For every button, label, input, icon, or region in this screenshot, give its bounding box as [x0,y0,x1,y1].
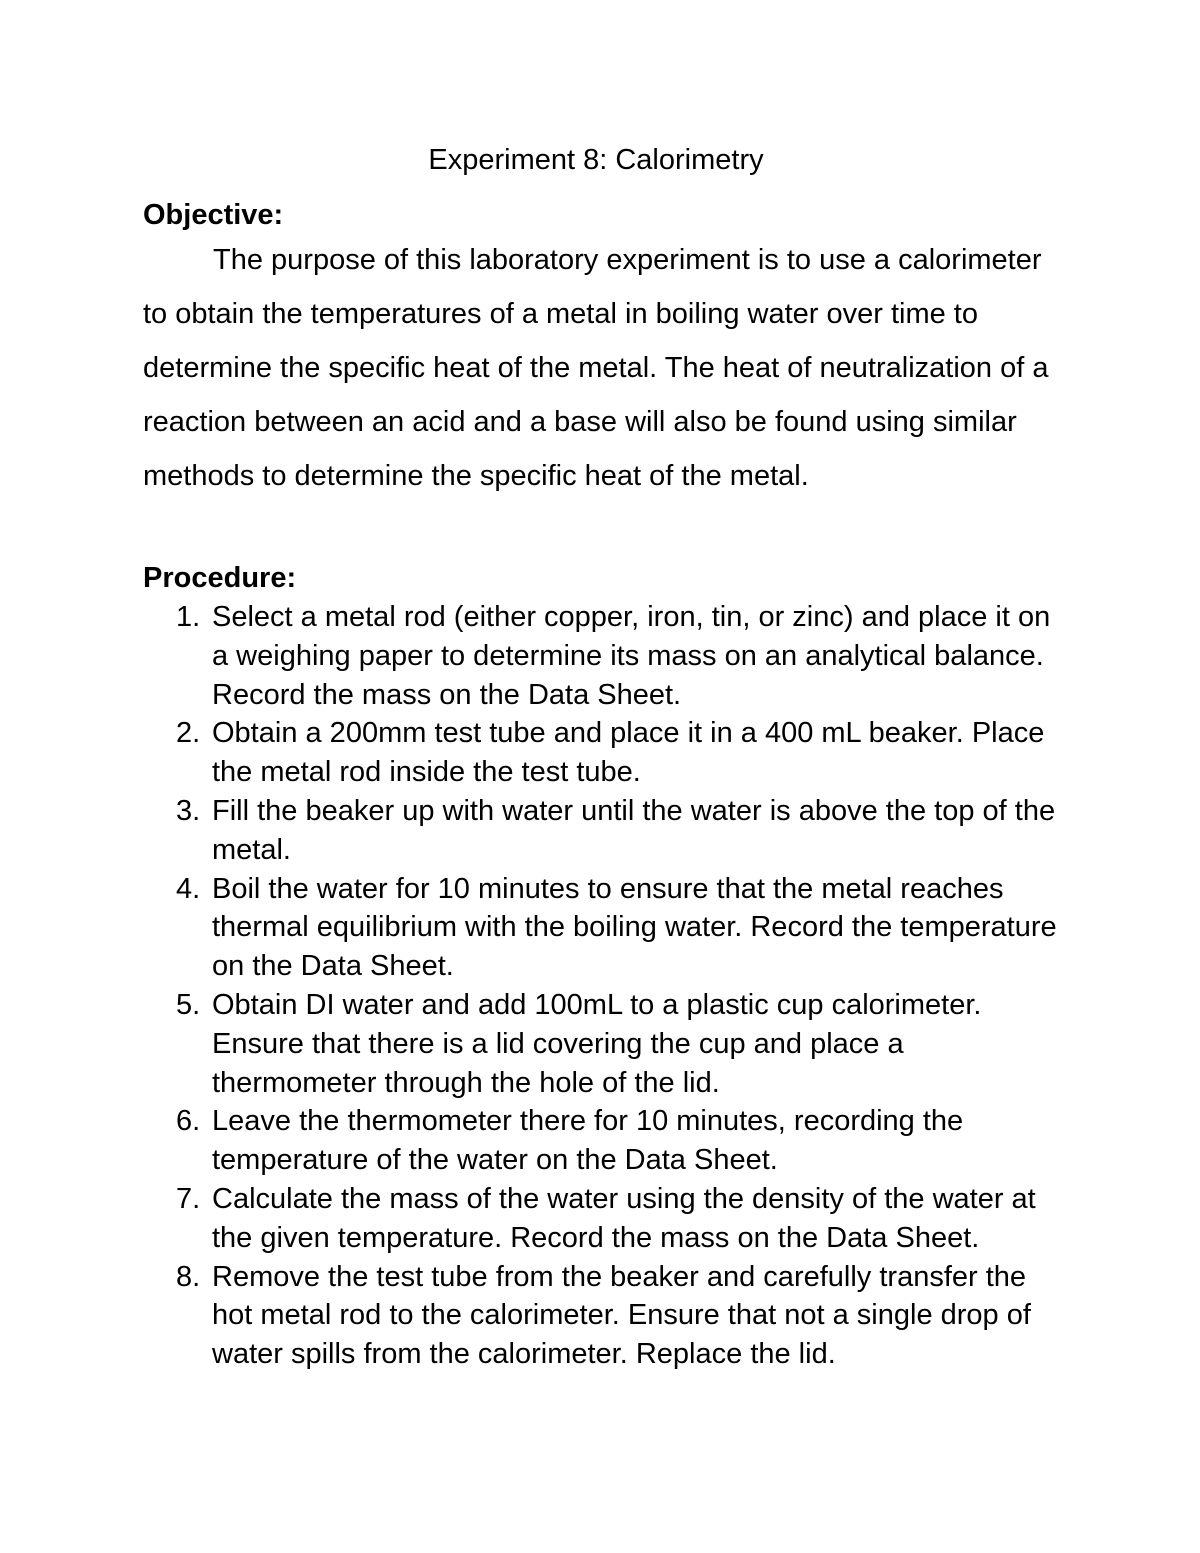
objective-heading: Objective: [143,199,284,231]
step-number: 2. [176,717,201,750]
procedure-step [0,792,1072,870]
step-text: Calculate the mass of the water using the density of the water at the given temperature. Record the mass on the Data Sheet. [212,1182,1036,1254]
step-number: 6. [176,1105,201,1138]
step-number: 3. [176,794,201,827]
procedure-step [0,714,1072,792]
step-text: Select a metal rod (either copper, iron, tin, or zinc) and place it on a weighing paper to determine its mass on an analytical balance. Record the mass on the Data Sheet. [212,601,1051,711]
procedure-step [0,986,1072,1102]
step-number: 1. [176,601,201,633]
procedure-step [0,1258,1072,1374]
step-text: Obtain DI water and add 100mL to a plastic cup calorimeter. Ensure that there is a lid covering the cup and place a thermometer through the hole of the lid. [212,988,982,1099]
step-number: 7. [176,1182,201,1215]
procedure-heading: Procedure: [143,562,297,594]
procedure-list [0,598,1100,1374]
step-text: Obtain a 200mm test tube and place it in a 400 mL beaker. Place the metal rod inside the test tube. [212,717,1045,789]
step-text: Fill the beaker up with water until the water is above the top of the metal. [212,794,1056,866]
procedure-step [0,1180,1072,1258]
step-number: 4. [176,872,201,905]
step-text: Boil the water for 10 minutes to ensure that the metal reaches thermal equilibrium with the boiling water. Record the temperature on the Data Sheet. [212,872,1057,983]
procedure-step [0,598,1072,714]
step-text: Remove the test tube from the beaker and carefully transfer the hot metal rod to the calorimeter. Ensure that not a single drop of water spills from the calorimeter. Replace the lid. [212,1260,1031,1371]
step-text: Leave the thermometer there for 10 minutes, recording the temperature of the water on the Data Sheet. [212,1105,964,1177]
step-number: 8. [176,1260,201,1293]
procedure-step [0,1102,1072,1180]
objective-paragraph: The purpose of this laboratory experiment is to use a calorimeter to obtain the temperatures of a metal in boiling water over time to determine the specific heat of the metal. The heat of neutralization of a reaction between an acid and a base will also be found using similar methods to determine the specific heat of the metal. [143,244,1049,492]
step-number: 5. [176,988,201,1021]
document-title: Experiment 8: Calorimetry [428,144,764,176]
procedure-step [0,870,1072,986]
